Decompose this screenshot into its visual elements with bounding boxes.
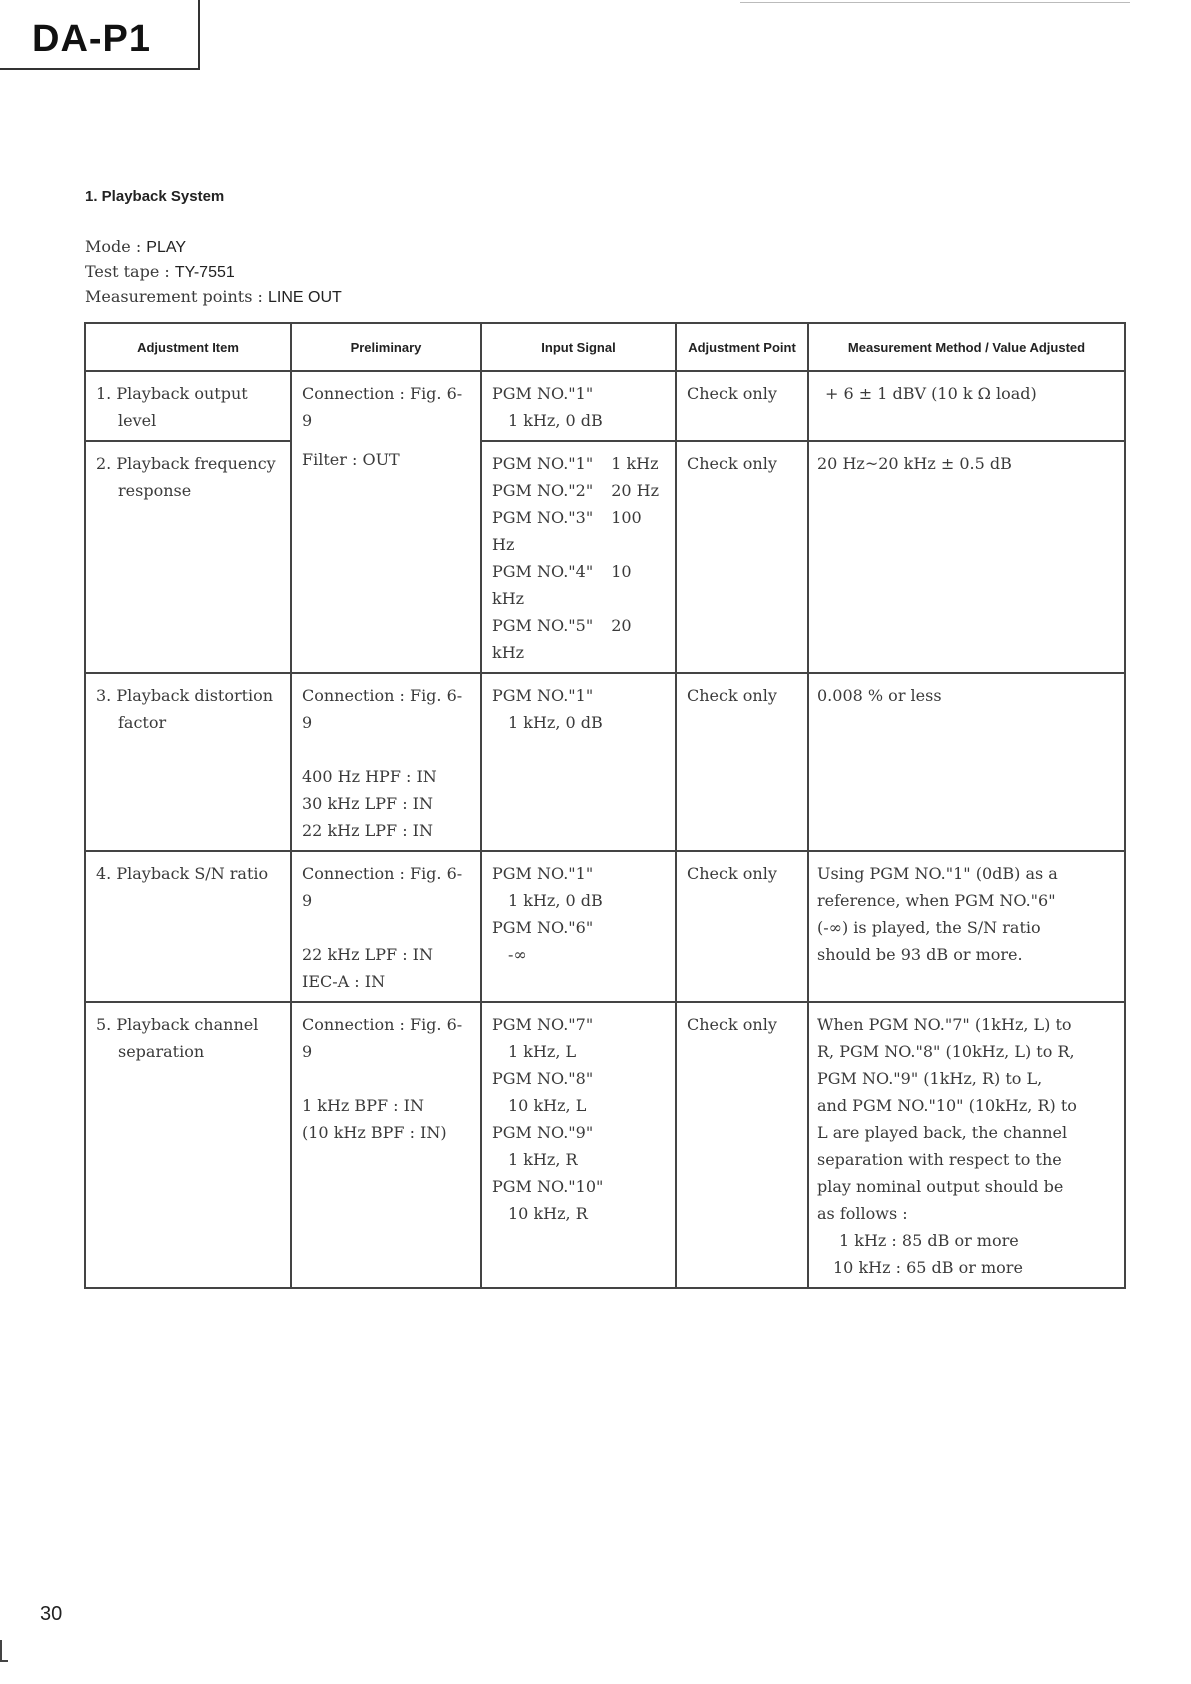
cell-point: Check only (676, 371, 808, 441)
item-title-cont: response (118, 481, 192, 500)
cell-input (481, 371, 676, 441)
cell-method (808, 851, 1125, 1002)
cell-item (85, 371, 291, 441)
method-line: 20 Hz~20 kHz ± 0.5 dB (817, 454, 1012, 473)
preliminary-line: Connection : Fig. 6-9 (302, 864, 463, 910)
input-line: PGM NO."10" (492, 1177, 604, 1196)
item-title-cont: separation (118, 1042, 205, 1061)
cell-method (808, 1002, 1125, 1288)
cell-point: Check only (676, 1002, 808, 1288)
item-title-cont: level (118, 411, 157, 430)
method-line: PGM NO."9" (1kHz, R) to L, (817, 1069, 1043, 1088)
model-tab (0, 0, 200, 70)
top-rule (740, 2, 1130, 3)
method-line: + 6 ± 1 dBV (10 k Ω load) (825, 384, 1037, 403)
cell-point: Check only (676, 851, 808, 1002)
cell-method (808, 371, 1125, 441)
condition-label: Mode : (85, 237, 142, 256)
table-row (85, 673, 1125, 851)
cell-preliminary (291, 673, 481, 851)
cell-item (85, 851, 291, 1002)
preliminary-line: 22 kHz LPF : IN (302, 945, 433, 964)
preliminary-line: 30 kHz LPF : IN (302, 794, 433, 813)
header-adjustment-item: Adjustment Item (85, 323, 291, 371)
input-line: 1 kHz, 0 dB (508, 411, 603, 430)
input-pgm: PGM NO."1" (492, 454, 594, 473)
preliminary-line: IEC-A : IN (302, 972, 386, 991)
input-line (492, 504, 665, 558)
method-line: 10 kHz : 65 dB or more (833, 1258, 1023, 1277)
header-measurement-method: Measurement Method / Value Adjusted (808, 323, 1125, 371)
table-header-row (85, 323, 1125, 371)
method-line: (-∞) is played, the S/N ratio (817, 918, 1041, 937)
preliminary-line: Connection : Fig. 6-9 (302, 384, 463, 430)
cell-input (481, 441, 676, 673)
cell-item (85, 441, 291, 673)
item-title: 5. Playback channel (96, 1015, 259, 1034)
method-line: reference, when PGM NO."6" (817, 891, 1056, 910)
input-freq: 1 kHz (611, 454, 659, 473)
input-line (492, 612, 665, 666)
preliminary-line: Connection : Fig. 6-9 (302, 686, 463, 732)
condition-value: TY-7551 (174, 264, 235, 281)
input-line: PGM NO."8" (492, 1069, 594, 1088)
input-line: PGM NO."1" (492, 686, 594, 705)
cell-point: Check only (676, 673, 808, 851)
cell-item (85, 1002, 291, 1288)
method-line: L are played back, the channel (817, 1123, 1068, 1142)
cell-preliminary (291, 851, 481, 1002)
preliminary-line: 1 kHz BPF : IN (302, 1096, 424, 1115)
method-line: When PGM NO."7" (1kHz, L) to (817, 1015, 1072, 1034)
preliminary-line: Connection : Fig. 6-9 (302, 1015, 463, 1061)
input-line: PGM NO."9" (492, 1123, 594, 1142)
input-pgm: PGM NO."3" (492, 508, 594, 527)
method-line: separation with respect to the (817, 1150, 1062, 1169)
condition-test-tape (85, 262, 235, 282)
method-line: R, PGM NO."8" (10kHz, L) to R, (817, 1042, 1075, 1061)
table-row (85, 1002, 1125, 1288)
input-line: 1 kHz, L (508, 1042, 577, 1061)
condition-value: LINE OUT (268, 289, 342, 306)
cell-input (481, 1002, 676, 1288)
table-row (85, 371, 1125, 441)
input-freq: 10 kHz (492, 562, 632, 608)
method-line: and PGM NO."10" (10kHz, R) to (817, 1096, 1077, 1115)
cell-input (481, 851, 676, 1002)
table-row (85, 851, 1125, 1002)
method-line: play nominal output should be (817, 1177, 1064, 1196)
input-line: -∞ (508, 945, 527, 964)
input-line: 1 kHz, R (508, 1150, 578, 1169)
cell-preliminary (291, 371, 481, 673)
condition-label: Measurement points : (85, 287, 263, 306)
input-line: PGM NO."1" (492, 384, 594, 403)
cell-preliminary (291, 1002, 481, 1288)
preliminary-line: (10 kHz BPF : IN) (302, 1123, 447, 1142)
cell-point: Check only (676, 441, 808, 673)
item-title: 3. Playback distortion (96, 686, 274, 705)
input-line: PGM NO."1" (492, 864, 594, 883)
input-line: 10 kHz, R (508, 1204, 588, 1223)
item-title-cont: factor (118, 713, 167, 732)
input-line (492, 450, 665, 477)
table-row (85, 441, 1125, 673)
method-line: 1 kHz : 85 dB or more (839, 1231, 1019, 1250)
model-name: DA-P1 (32, 18, 152, 60)
cell-input (481, 673, 676, 851)
input-freq: 20 kHz (492, 616, 632, 662)
cell-item (85, 673, 291, 851)
header-adjustment-point: Adjustment Point (676, 323, 808, 371)
input-line: PGM NO."6" (492, 918, 594, 937)
input-line (492, 477, 665, 504)
condition-measurement-points (85, 287, 342, 307)
input-line: 10 kHz, L (508, 1096, 587, 1115)
input-line: PGM NO."7" (492, 1015, 594, 1034)
item-title: 1. Playback output (96, 384, 248, 403)
cell-method (808, 441, 1125, 673)
method-line: 0.008 % or less (817, 686, 942, 705)
section-title: 1. Playback System (85, 188, 225, 205)
crop-mark (0, 1640, 8, 1662)
method-line: should be 93 dB or more. (817, 945, 1023, 964)
preliminary-line: 22 kHz LPF : IN (302, 821, 433, 840)
input-line: 1 kHz, 0 dB (508, 713, 603, 732)
input-freq: 100 Hz (492, 508, 642, 554)
input-line: 1 kHz, 0 dB (508, 891, 603, 910)
cell-method (808, 673, 1125, 851)
method-line: as follows : (817, 1204, 908, 1223)
input-pgm: PGM NO."4" (492, 562, 594, 581)
condition-label: Test tape : (85, 262, 170, 281)
input-line (492, 558, 665, 612)
input-pgm: PGM NO."2" (492, 481, 594, 500)
preliminary-line: 400 Hz HPF : IN (302, 767, 437, 786)
condition-mode (85, 237, 186, 257)
header-preliminary: Preliminary (291, 323, 481, 371)
input-pgm: PGM NO."5" (492, 616, 594, 635)
adjustment-table (84, 322, 1126, 1289)
header-input-signal: Input Signal (481, 323, 676, 371)
item-title: 4. Playback S/N ratio (96, 864, 269, 883)
page-number: 30 (40, 1603, 63, 1625)
method-line: Using PGM NO."1" (0dB) as a (817, 864, 1058, 883)
condition-value: PLAY (146, 239, 187, 256)
preliminary-line: Filter : OUT (302, 450, 400, 469)
item-title: 2. Playback frequency (96, 454, 276, 473)
input-freq: 20 Hz (611, 481, 660, 500)
